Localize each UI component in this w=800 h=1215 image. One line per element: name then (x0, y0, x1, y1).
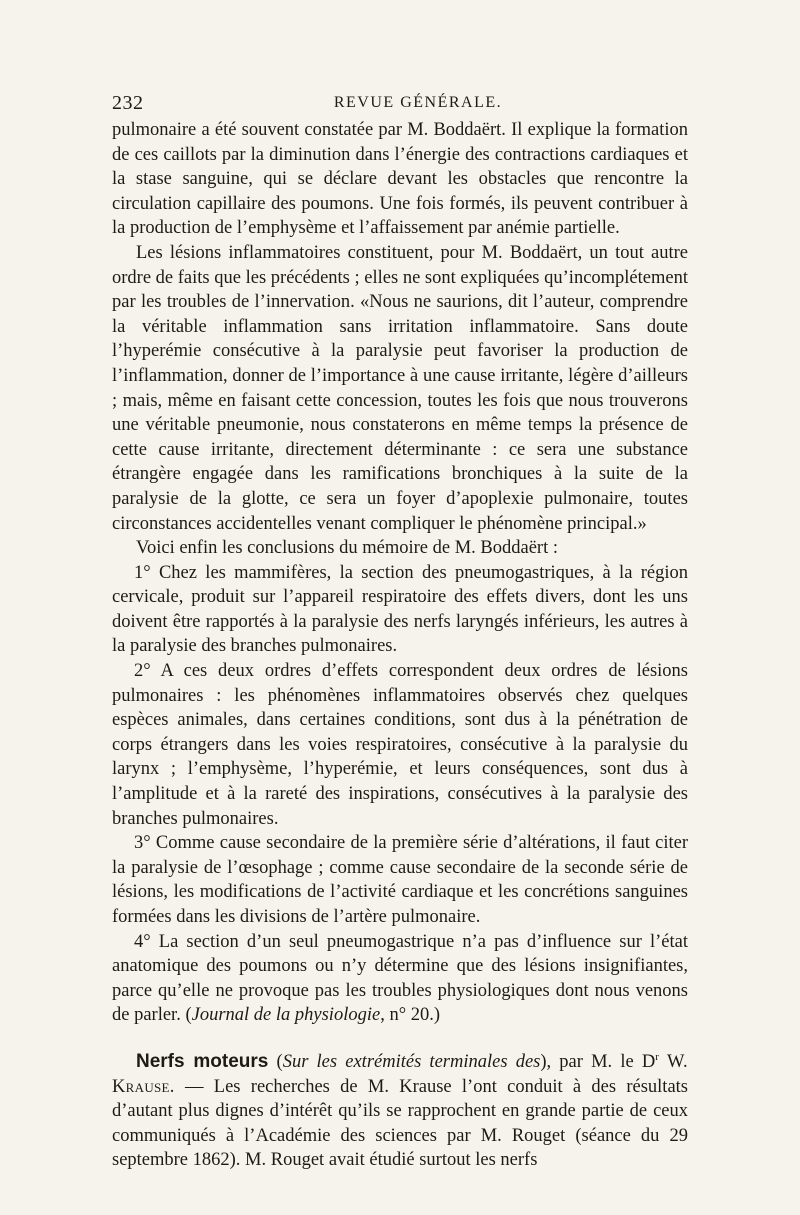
citation-number: , n° 20.) (380, 1005, 441, 1026)
section-subtitle-close: ), par M. le D (540, 1051, 656, 1072)
section-heading: Nerfs moteurs (136, 1050, 269, 1072)
document-page (112, 92, 688, 1173)
running-header (112, 92, 688, 118)
section-subtitle: Sur les extrémités terminales des (282, 1051, 541, 1072)
section-subtitle-open: ( (268, 1051, 283, 1072)
doctor-superscript: r (655, 1050, 659, 1063)
paragraph-continuation: pulmonaire a été souvent constatée par M. Boddaërt. Il explique la formation de ces caillots par la diminution dans l’énergie des contractions cardiaques et la stase sanguine, qui se déclare devant les obstacles que rencontre la circulation capillaire des poumons. Une fois formés, ils peuvent contribuer à la production de l’emphysème et l’affaissement par anémie partielle. (112, 120, 688, 239)
paragraph-inflammatory-lesions: Les lésions inflammatoires constituent, pour M. Boddaërt, un tout autre ordre de faits que les précédents ; elles ne sont expliquées qu’incomplétement par les troubles de l’innervation. «Nous ne saurions, dit l’auteur, comprendre la véritable inflammation sans irritation inflammatoire. Sans doute l’hyperémie consécutive à la paralysie peut favoriser la production de l’inflammation, donner de l’importance à une cause irritante, légère d’ailleurs ; mais, même en faisant cette concession, toutes les fois que nous trouverons une véritable pneumonie, nous constaterons en même temps la présence de cette cause irritante, directement déterminante : ce sera une substance étrangère engagée dans les ramifications bronchiques à la suite de la paralysie de la glotte, ce sera un foyer d’apoplexie pulmonaire, toutes circonstances accidentelles venant compliquer le phénomène principal.» (112, 242, 688, 534)
running-title: REVUE GÉNÉRALE. (333, 94, 503, 111)
section-gap (112, 1028, 688, 1050)
conclusion-4 (112, 930, 688, 1028)
section-text: — Les recherches de M. Krause l’ont conduit à des résultats d’autant plus dignes d’intérêt qu’ils se rapprochent en grande partie de ceux communiqués à l’Académie des sciences par M. Rouget (séance du 29 septembre 1862). M. Rouget avait étudié surtout les nerfs (112, 1076, 688, 1171)
body-text (112, 118, 688, 1173)
citation-journal: Journal de la physiologie (191, 1005, 381, 1026)
section-author: W. Krause. (112, 1051, 688, 1097)
conclusion-3: 3° Comme cause secondaire de la première série d’altérations, il faut citer la paralysie de l’œsophage ; comme cause secondaire de la seconde série de lésions, les modifications de l’activité cardiaque et les concrétions sanguines formées dans les divisions de l’artère pulmonaire. (112, 833, 688, 927)
conclusion-2: 2° A ces deux ordres d’effets correspondent deux ordres de lésions pulmonaires : les phénomènes inflammatoires observés chez quelques espèces animales, dans certaines conditions, sont dus à la pénétration de corps étrangers dans les voies respiratoires, consécutive à la paralysie du larynx ; l’emphysème, l’hyperémie, et leurs conséquences, sont dus à l’amplitude et à la rareté des inspirations, consécutives à la paralysie des branches pulmonaires. (112, 661, 688, 829)
conclusion-1: 1° Chez les mammifères, la section des pneumogastriques, à la région cervicale, produit sur l’appareil respiratoire des effets divers, dont les uns doivent être rapportés à la paralysie des nerfs laryngés inférieurs, les autres à la paralysie des branches pulmonaires. (112, 562, 688, 657)
section-nerfs-moteurs (112, 1050, 688, 1173)
conclusion-4-text: 4° La section d’un seul pneumogastrique n’a pas d’influence sur l’état anatomique des poumons ou n’y détermine que des lésions insignifiantes, parce qu’elle ne provoque pas les troubles physiologiques dont nous venons de parler. (112, 931, 688, 1026)
citation-open: ( (180, 1005, 192, 1026)
paragraph-conclusions-intro: Voici enfin les conclusions du mémoire de M. Boddaërt : (136, 538, 558, 559)
page-number: 232 (112, 92, 144, 114)
